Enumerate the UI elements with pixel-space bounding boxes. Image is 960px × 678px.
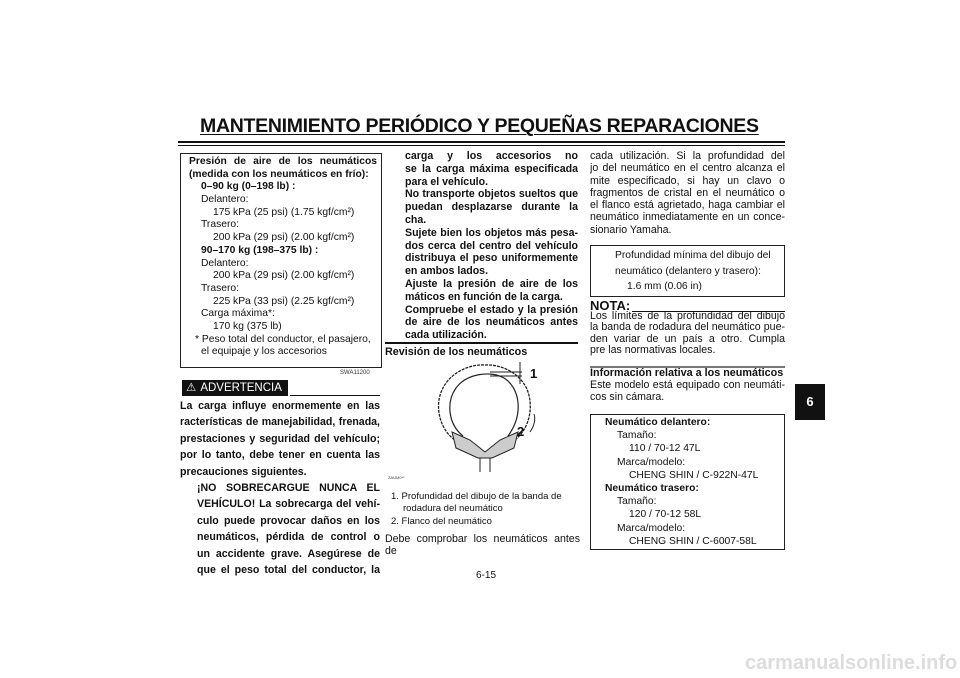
text-line: jo del neumático en el centro alcanza el <box>590 162 785 175</box>
section-heading-tire-check: Revisión de los neumáticos <box>385 346 528 358</box>
text-line: cha. <box>405 213 427 226</box>
text-line: carga y los accesorios no <box>405 150 578 162</box>
text-line: Marca/modelo: <box>617 456 686 468</box>
text-line: culo puede provocar daños en los <box>197 514 380 527</box>
text-line: Carga máxima*: <box>201 308 275 320</box>
text-line: puedan desplazarse durante la <box>405 201 578 214</box>
text-line: (medida con los neumáticos en frío): <box>189 168 369 180</box>
text-line: Tamaño: <box>617 430 657 442</box>
depth-spec-line: neumático (delantero y trasero): <box>615 265 761 277</box>
text-line: en ambos lados. <box>405 265 489 278</box>
tire-spec-box <box>590 414 785 550</box>
text-line: pre las normativas locales. <box>590 343 716 356</box>
text-line: cos sin cámara. <box>590 390 665 403</box>
callout-2: 2 <box>517 424 525 439</box>
text-line: 200 kPa (29 psi) (2.00 kgf/cm²) <box>213 232 355 244</box>
text-line: para el vehículo. <box>405 175 489 188</box>
tire-pressure-spec-box <box>180 153 382 368</box>
bullet-item: Sujete bien los objetos más pesa- <box>405 226 578 239</box>
callout-1: 1 <box>530 366 538 381</box>
text-line: * Peso total del conductor, el pasajero, <box>195 333 371 345</box>
text-line: 225 kPa (33 psi) (2.25 kgf/cm²) <box>213 295 355 307</box>
text-line: máticos en función de la carga. <box>405 290 563 303</box>
text-line: la banda de rodadura del neumático pue- <box>590 322 785 334</box>
chapter-tab[interactable]: 6 <box>795 384 825 420</box>
depth-spec-line: Profundidad mínima del dibujo del <box>615 250 771 261</box>
text-line: racterísticas de manejabilidad, frenada, <box>180 416 380 429</box>
text-line: Delantero: <box>201 257 249 269</box>
text-line: se la carga máxima especificada <box>405 162 578 175</box>
watermark: carmanualsonline.info <box>745 652 958 674</box>
warning-triangle-icon: ⚠ <box>186 382 197 394</box>
text-line: Este modelo está equipado con neumáti- <box>590 380 785 391</box>
text-line: Tamaño: <box>617 496 657 508</box>
bullet-item: ¡NO SOBRECARGUE NUNCA EL <box>197 480 380 496</box>
tire-cross-section-figure <box>430 362 540 472</box>
text-line: cada utilización. Si la profundidad del <box>590 150 785 162</box>
text-line: 200 kPa (29 psi) (2.00 kgf/cm²) <box>213 270 355 282</box>
text-line: Presión de aire de los neumáticos <box>189 156 377 167</box>
text-line: Marca/modelo: <box>617 522 686 534</box>
text-line: 120 / 70-12 58L <box>629 509 702 521</box>
nota-text <box>590 311 785 356</box>
text-line: sionario Yamaha. <box>590 223 672 236</box>
warning-text <box>180 398 380 578</box>
text-line: por lo tanto, debe tener en cuenta las <box>180 449 380 462</box>
text-line: Los límites de la profundidad del dibujo <box>590 311 785 322</box>
text-line: el flanco está agrietado, haga cambiar el <box>590 199 785 212</box>
page-title: MANTENIMIENTO PERIÓDICO Y PEQUEÑAS REPARACIONES <box>200 115 759 137</box>
text-line: 90–170 kg (198–375 lb) : <box>201 244 319 256</box>
text-line: neumáticos, pérdida de control o <box>197 531 380 544</box>
text-line: el equipaje y los accesorios <box>201 346 327 358</box>
header-rule-thin <box>178 145 785 146</box>
text-line: Neumático delantero: <box>605 417 711 428</box>
text-line: CHENG SHIN / C-6007-58L <box>629 535 757 547</box>
page-number: 6-15 <box>476 570 497 581</box>
section-heading-tire-info: Información relativa a los neumáticos <box>590 367 784 379</box>
warning-rule <box>290 395 380 396</box>
warning-code: SWA11200 <box>340 370 370 376</box>
text-line: fragmentos de cristal en el neumático o <box>590 186 785 199</box>
text-line: dos cerca del centro del vehículo <box>405 239 578 252</box>
bullet-item: Ajuste la presión de aire de los <box>405 277 578 290</box>
tire-check-text <box>590 150 785 236</box>
figure-caption-1: 1. Profundidad del dibujo de la banda de <box>391 491 562 502</box>
figure-caption-2: 2. Flanco del neumático <box>391 516 492 527</box>
text-line: La carga influye enormemente en las <box>180 400 380 412</box>
text-line: de aire de los neumáticos antes <box>405 316 578 329</box>
header-rule <box>178 141 785 143</box>
bullet-item: Compruebe el estado y la presión <box>405 303 578 316</box>
figure-caption-1b: rodadura del neumático <box>403 503 503 514</box>
depth-spec-value: 1.6 mm (0.06 in) <box>627 281 702 292</box>
text-line: que el peso total del conductor, la <box>197 563 380 576</box>
text-line: VEHÍCULO! La sobrecarga del vehí- <box>197 498 380 511</box>
text-line: Trasero: <box>201 219 239 231</box>
text-line: Trasero: <box>201 282 239 294</box>
nota-label: NOTA: <box>590 298 631 313</box>
text-line: CHENG SHIN / C-922N-47L <box>629 469 759 481</box>
text-line: prestaciones y seguridad del vehículo; <box>180 432 380 445</box>
text-line: 0–90 kg (0–198 lb) : <box>201 181 296 193</box>
section-rule <box>385 342 578 344</box>
text-line: 110 / 70-12 47L <box>629 443 701 455</box>
text-line: cada utilización. <box>405 329 487 342</box>
text-line: un accidente grave. Asegúrese de <box>197 547 380 560</box>
figure-code: ZAUM0** <box>388 475 405 480</box>
text-line: mite especificado, si hay un clavo o <box>590 174 785 187</box>
text-line: Delantero: <box>201 194 249 206</box>
min-depth-spec-box <box>590 245 785 297</box>
text-line: 170 kg (375 lb) <box>213 320 282 332</box>
warning-bullets-cont <box>388 150 578 342</box>
tire-info-text <box>590 380 785 403</box>
text-line: neumático inmediatamente en un conce- <box>590 211 785 224</box>
warning-badge: ⚠ ADVERTENCIA <box>182 380 288 396</box>
body-text-end: Debe comprobar los neumáticos antes de <box>385 533 580 557</box>
text-line: den variar de un país a otro. Cumpla <box>590 333 785 345</box>
text-line: precauciones siguientes. <box>180 465 307 478</box>
text-line: 175 kPa (25 psi) (1.75 kgf/cm²) <box>213 206 355 218</box>
text-line: distribuya el peso uniformemente <box>405 252 578 265</box>
bullet-item: No transporte objetos sueltos que <box>405 188 578 201</box>
text-line: Neumático trasero: <box>605 482 699 494</box>
